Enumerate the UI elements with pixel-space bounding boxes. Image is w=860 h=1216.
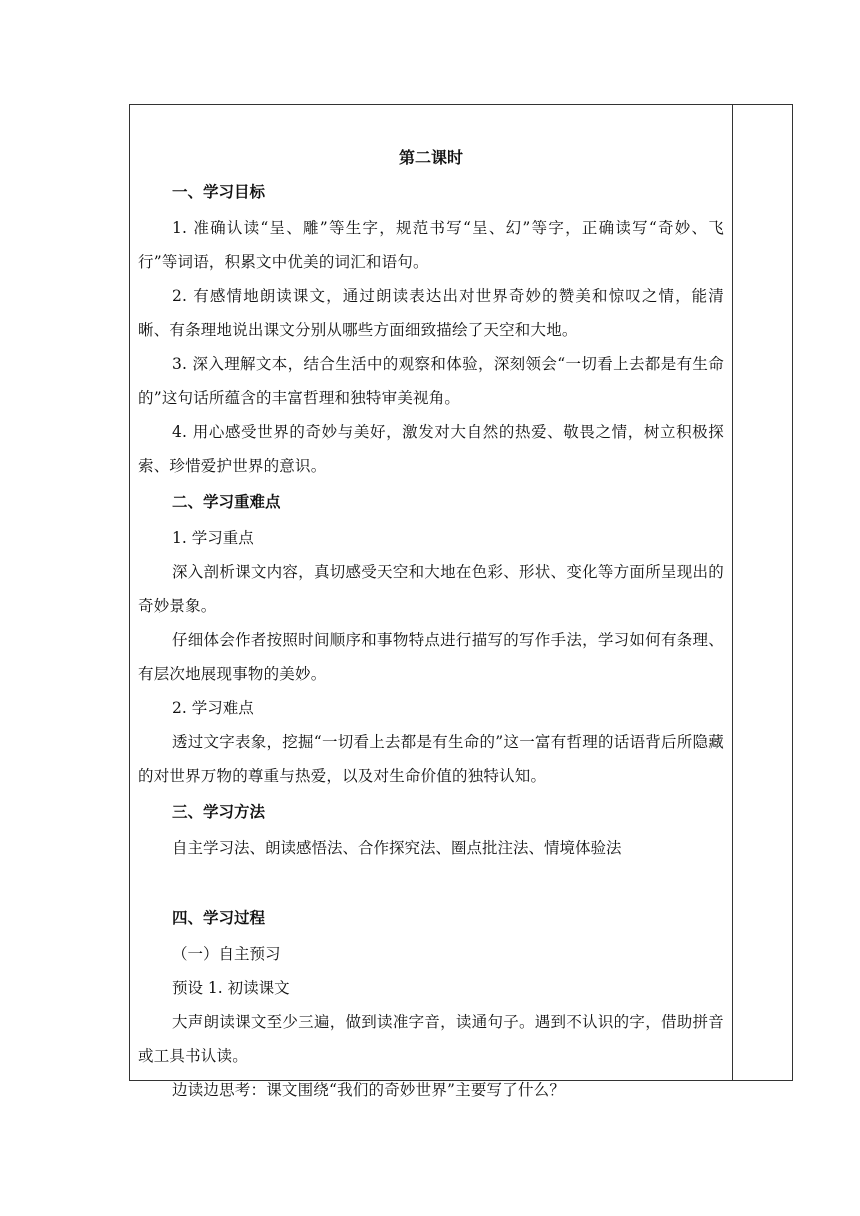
difficulty-label: 2. 学习难点 (172, 699, 254, 717)
focus-item-2: 仔细体会作者按照时间顺序和事物特点进行描写的写作手法，学习如何有条理、有层次地展现事物的美妙。 (138, 631, 724, 683)
goal-item-2: 2. 有感情地朗读课文，通过朗读表达出对世界奇妙的赞美和惊叹之情，能清晰、有条理地说出课文分别从哪些方面细致描绘了天空和大地。 (138, 287, 724, 339)
methods-text: 自主学习法、朗读感悟法、合作探究法、圈点批注法、情境体验法 (172, 839, 622, 857)
key-points-heading: 二、学习重难点 (172, 493, 281, 511)
lesson-table-main-cell (129, 104, 733, 1099)
page-title: 第二课时 (398, 148, 463, 167)
goal-item-3: 3. 深入理解文本，结合生活中的观察和体验，深刻领会“一切看上去都是有生命的”这句话所蕴含的丰富哲理和独特审美视角。 (138, 355, 724, 407)
preset-label: 预设 1. 初读课文 (172, 979, 290, 997)
process-heading: 四、学习过程 (172, 909, 266, 927)
goal-item-4: 4. 用心感受世界的奇妙与美好，激发对大自然的热爱、敬畏之情，树立积极探索、珍惜爱护世界的意识。 (138, 423, 724, 475)
focus-item-1: 深入剖析课文内容，真切感受天空和大地在色彩、形状、变化等方面所呈现出的奇妙景象。 (138, 563, 724, 615)
focus-label: 1. 学习重点 (172, 529, 254, 547)
process-item-1: 大声朗读课文至少三遍，做到读准字音，读通句子。遇到不认识的字，借助拼音或工具书认读。 (138, 1013, 724, 1065)
difficulty-item-1: 透过文字表象，挖掘“一切看上去都是有生命的”这一富有哲理的话语背后所隐藏的对世界万物的尊重与热爱，以及对生命价值的独特认知。 (138, 733, 724, 785)
goal-item-1: 1. 准确认读“呈、雕”等生字，规范书写“呈、幻”等字，正确读写“奇妙、飞行”等词语，积累文中优美的词汇和语句。 (138, 219, 724, 271)
lesson-table-side-cell (733, 104, 793, 1081)
process-subheading: （一）自主预习 (172, 945, 281, 963)
lesson-content (130, 105, 732, 1099)
spacer (172, 865, 724, 899)
methods-heading: 三、学习方法 (172, 803, 266, 821)
goals-heading: 一、学习目标 (172, 183, 266, 201)
process-item-2: 边读边思考：课文围绕“我们的奇妙世界”主要写了什么？ (172, 1081, 566, 1099)
